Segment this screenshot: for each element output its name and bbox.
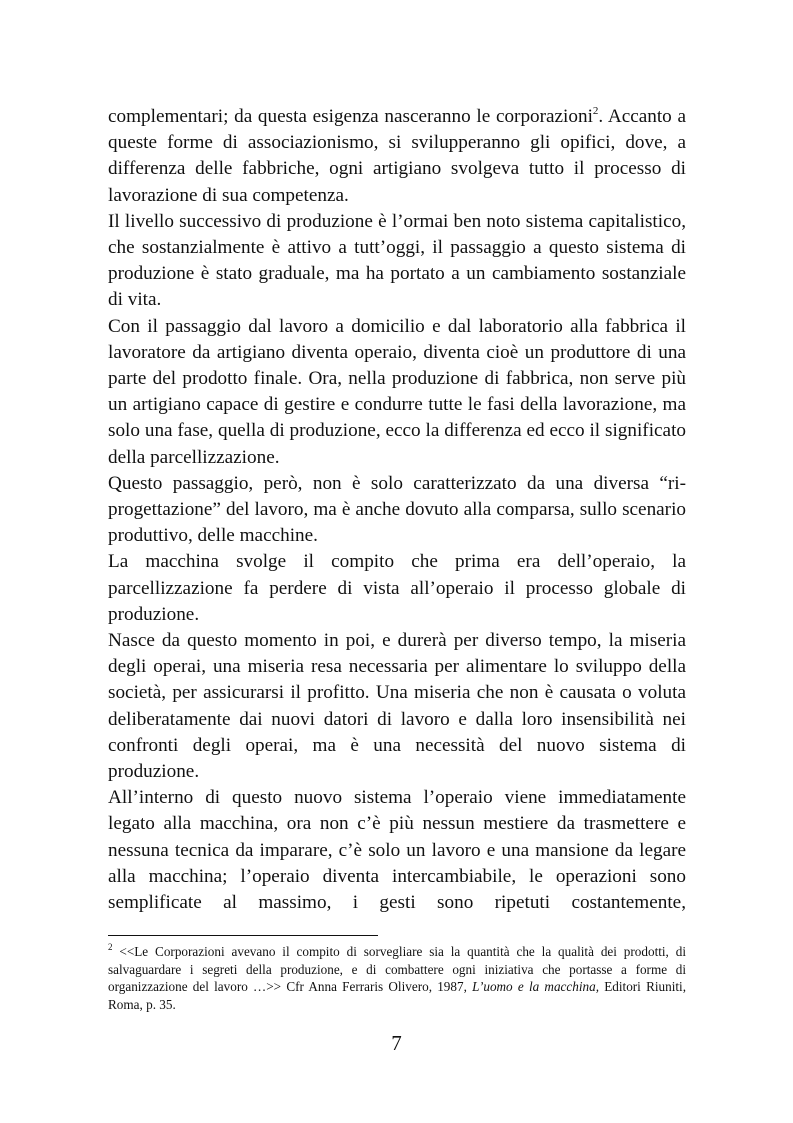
paragraph-miseria: Nasce da questo momento in poi, e durerà per diverso tempo, la miseria degli operai, una miseria resa necessaria per alimentare lo sviluppo della società, per assicurarsi il profitto. Una miseria che non è causata o voluta deliberatamente dai nuovi datori di lavoro e dalla loro insensibilità nei confronti degli operai, ma è una necessità del nuovo sistema di produzione. (108, 630, 686, 783)
paragraph-macchina-compito: La macchina svolge il compito che prima era dell’operaio, la parcellizzazione fa perdere di vista all’operaio il processo globale di produzione. (108, 551, 686, 625)
paragraph-text: . Accanto a queste forme di associazionismo, si svilupperanno gli opifici, dove, a differenza delle fabbriche, ogni artigiano svolgeva tutto il processo di lavorazione di sua competenza. (108, 106, 686, 206)
paragraph-text: complementari; da questa esigenza nasceranno le corporazioni (108, 106, 593, 127)
paragraph-fabbrica: Con il passaggio dal lavoro a domicilio e dal laboratorio alla fabbrica il lavoratore da artigiano diventa operaio, diventa cioè un produttore di una parte del prodotto finale. Ora, nella produzione di fabbrica, non serve più un artigiano capace di gestire e condurre tutte le fasi della lavorazione, ma solo una fase, quella di produzione, ecco la differenza ed ecco il significato della parcellizzazione. (108, 315, 686, 468)
footnote (108, 943, 686, 1013)
footnote-number: 2 (108, 941, 113, 952)
footnote-text: <<Le Corporazioni avevano il compito di sorvegliare sia la quantità che la qualità dei prodotti, di salvaguardare i segreti della produzione, e di combattere ogni iniziativa che portasse a forme di organizzazione del lavoro …>> Cfr Anna Ferraris Olivero, 1987, (108, 944, 686, 995)
footnote-book-title: L’uomo e la macchina, (472, 979, 599, 995)
paragraph-nuovo-sistema: All’interno di questo nuovo sistema l’operaio viene immediatamente legato alla macchina, ora non c’è più nessun mestiere da trasmettere e nessuna tecnica da imparare, c’è solo un lavoro e una mansione da legare alla macchina; l’operaio diventa intercambiabile, le operazioni sono semplificate al massimo, i gesti sono ripetuti costantemente, (108, 787, 686, 914)
paragraph-corporazioni (108, 104, 686, 209)
footnote-reference: 2 (592, 104, 599, 117)
body-text (108, 104, 686, 916)
paragraph-capitalismo: Il livello successivo di produzione è l’ormai ben noto sistema capitalistico, che sostanzialmente è attivo a tutt’oggi, il passaggio a questo sistema di produzione è stato graduale, ma ha portato a un cambiamento sostanziale di vita. (108, 210, 686, 311)
footnote-divider (108, 935, 378, 936)
footnote-publisher: Editori Riuniti, Roma, p. 35. (108, 979, 687, 1012)
paragraph-macchine: Questo passaggio, però, non è solo caratterizzato da una diversa “ri-progettazione” del lavoro, ma è anche dovuto alla comparsa, sullo scenario produttivo, delle macchine. (108, 472, 686, 547)
page-number: 7 (391, 1031, 402, 1055)
